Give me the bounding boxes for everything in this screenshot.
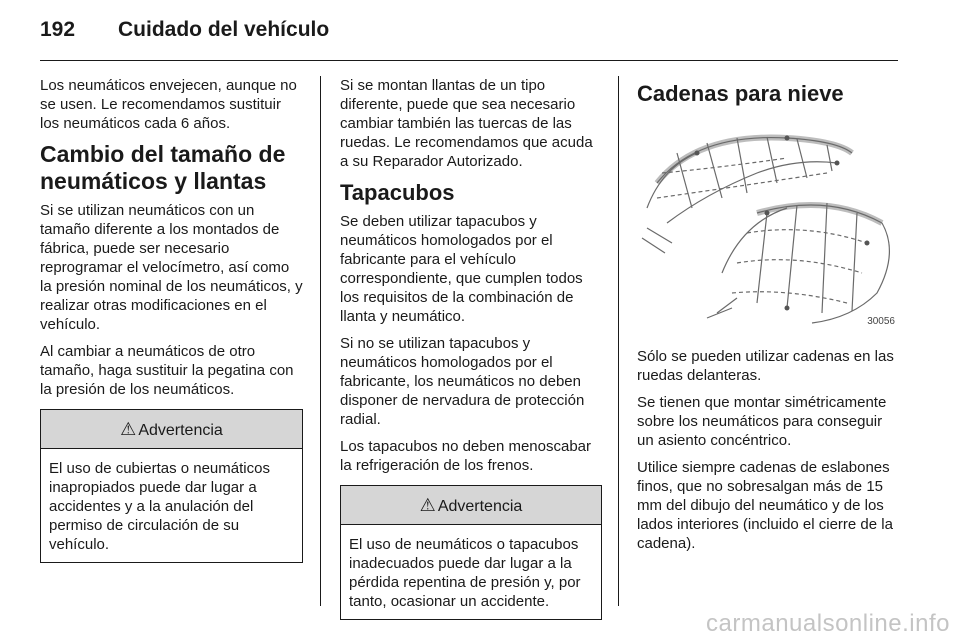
- page-header: [40, 18, 329, 42]
- paragraph: Utilice siempre cadenas de eslabones finos, que no sobresalgan más de 15 mm del dibujo del neumático y de los lados interiores (incluido el cierre de la cadena).: [637, 459, 893, 552]
- intro-paragraph: Los neumáticos envejecen, aunque no se usen. Le recomendamos sustituir los neumáticos cada 6 años.: [40, 77, 297, 132]
- snow-chains-figure: [637, 113, 899, 333]
- paragraph: Se tienen que montar simétricamente sobre los neumáticos para conseguir un asiento concéntrico.: [637, 394, 887, 449]
- warning-triangle-icon: ⚠: [120, 419, 137, 439]
- section-heading-tyre-size: Cambio del tamaño de neumáticos y llantas: [40, 141, 286, 194]
- warning-header: [341, 486, 601, 525]
- warning-text: El uso de cubiertas o neumáticos inapropiados puede dar lugar a accidentes y a la anulación del permiso de circulación de su vehículo.: [49, 460, 270, 553]
- paragraph: Al cambiar a neumáticos de otro tamaño, haga sustituir la pegatina con la presión de los neumáticos.: [40, 343, 294, 398]
- warning-box: [340, 485, 602, 620]
- paragraph: Si se montan llantas de un tipo diferente, puede que sea necesario cambiar también las tuercas de las ruedas. Le recomendamos que acuda a su Reparador Autorizado.: [340, 77, 593, 170]
- header-rule: [40, 60, 898, 61]
- paragraph: Si no se utilizan tapacubos y neumáticos homologados por el fabricante, los neumáticos no deben disponer de nervadura de protección radial.: [340, 335, 585, 428]
- warning-title: Advertencia: [437, 498, 523, 515]
- section-heading-snow-chains: Cadenas para nieve: [637, 81, 844, 106]
- column-divider-2: [618, 76, 619, 606]
- column-2: [340, 76, 602, 620]
- section-heading-hubcaps: Tapacubos: [340, 180, 455, 205]
- warning-box: [40, 409, 303, 563]
- column-1: [40, 76, 303, 563]
- paragraph: Se deben utilizar tapacubos y neumáticos homologados por el fabricante para el vehículo correspondiente, que cumplen todos los requisitos de la combinación de llanta y neumático.: [340, 213, 583, 325]
- warning-header: [41, 410, 302, 449]
- section-title: Cuidado del vehículo: [118, 18, 330, 41]
- column-3: [637, 76, 901, 561]
- paragraph: Los tapacubos no deben menoscabar la refrigeración de los frenos.: [340, 438, 592, 474]
- page-number: 192: [40, 18, 76, 41]
- warning-text: El uso de neumáticos o tapacubos inadecuados puede dar lugar a la pérdida repentina de presión y, por tanto, ocasionar un accidente.: [349, 536, 581, 610]
- column-divider-1: [320, 76, 321, 606]
- paragraph: Sólo se pueden utilizar cadenas en las ruedas delanteras.: [637, 348, 894, 384]
- watermark: carmanualsonline.info: [706, 610, 950, 637]
- figure-code: 30056: [867, 316, 895, 327]
- snow-chains-illustration: [637, 113, 899, 333]
- paragraph: Si se utilizan neumáticos con un tamaño diferente a los montados de fábrica, puede ser necesario reprogramar el velocímetro, así como la presión nominal de los neumáticos, y realizar otras modificaciones en el vehículo.: [40, 202, 303, 333]
- warning-triangle-icon: ⚠: [419, 495, 436, 515]
- warning-title: Advertencia: [138, 422, 223, 439]
